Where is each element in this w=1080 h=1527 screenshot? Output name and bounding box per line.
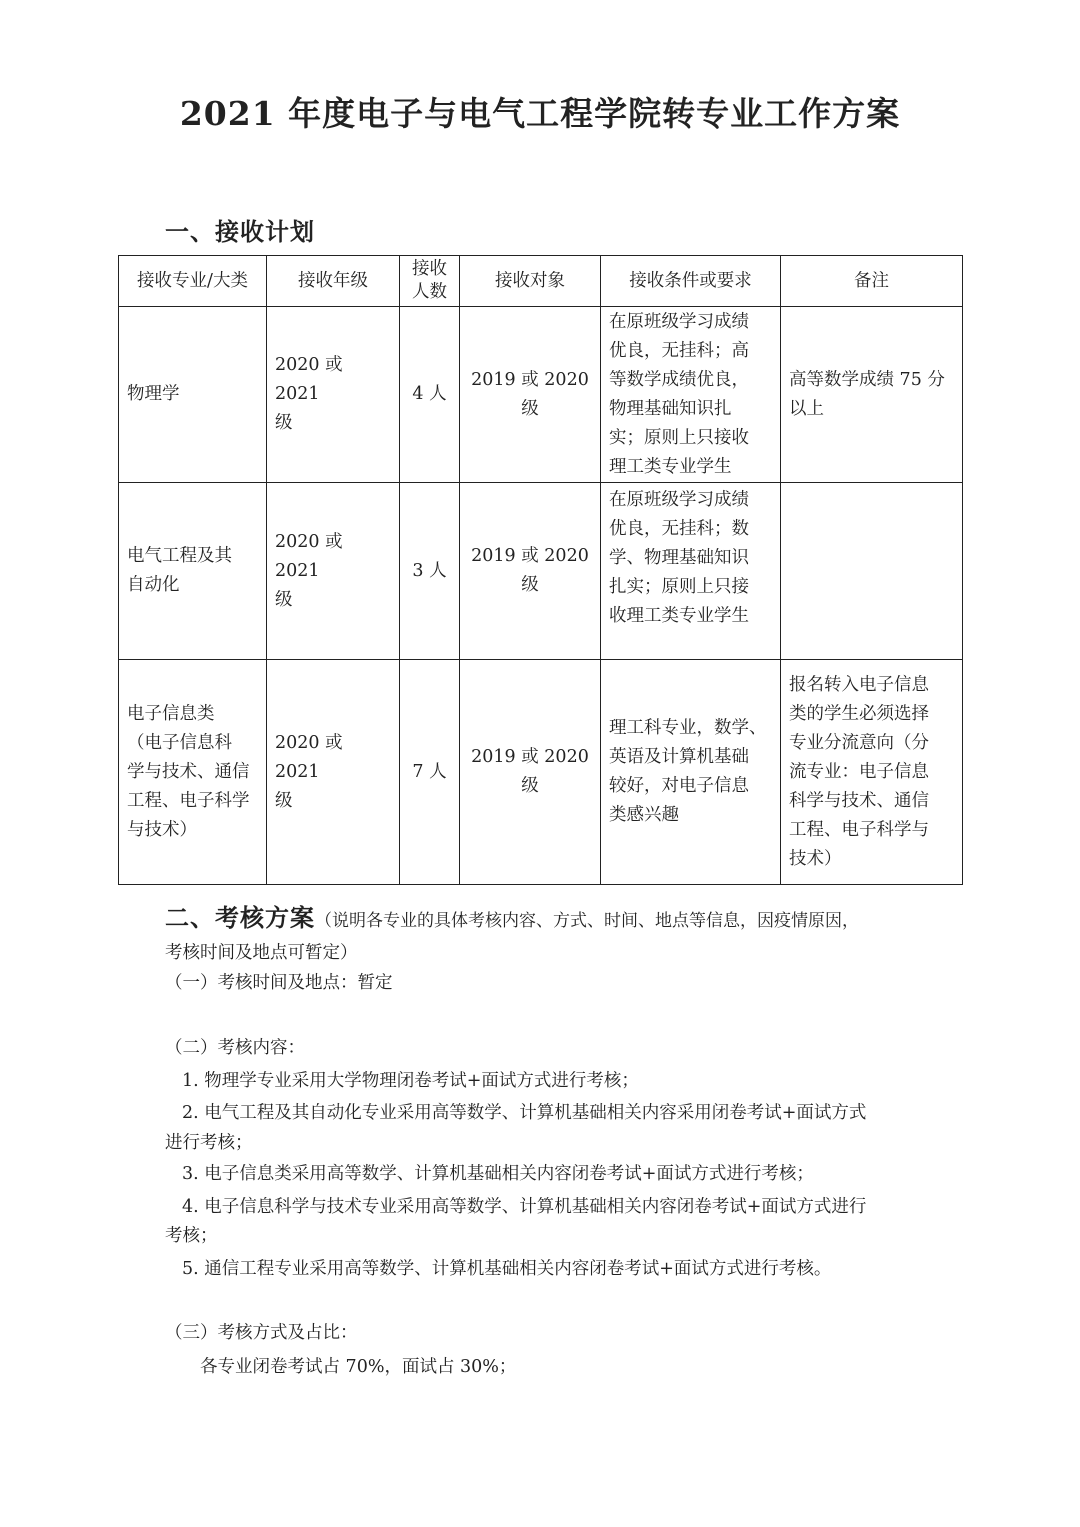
cell-line: 以上 [789, 398, 824, 419]
cell-major [119, 483, 267, 660]
assessment-item: 3. 电子信息类采用高等数学、计算机基础相关内容闭卷考试+面试方式进行考核； [182, 1164, 814, 1184]
cell-conditions [601, 483, 781, 660]
cell-line: 理工类专业学生 [609, 456, 732, 477]
cell-target: 2019 或 2020 级 [460, 307, 601, 483]
table-header-row [119, 256, 963, 307]
cell-target: 2019 或 2020 级 [460, 660, 601, 885]
header-count-line: 人数 [412, 282, 447, 302]
section-note-continued: 考核时间及地点可暂定） [165, 943, 358, 963]
cell-line: 技术） [789, 848, 842, 869]
cell-line: 2020 或 2021 [275, 531, 343, 581]
cell-grade [267, 307, 400, 483]
cell-line: 电气工程及其 [127, 546, 232, 566]
cell-line: 与技术） [127, 819, 197, 840]
cell-remarks [781, 307, 963, 483]
assessment-item: 4. 电子信息科学与技术专业采用高等数学、计算机基础相关内容闭卷考试+面试方式进行 [182, 1197, 867, 1217]
cell-line: 等数学成绩优良， [609, 369, 749, 390]
cell-line: 理工科专业，数学、 [609, 718, 767, 738]
cell-line: 物理学 [127, 384, 180, 404]
cell-line: （电子信息科 [127, 732, 232, 753]
subsection-method-heading: （三）考核方式及占比： [165, 1323, 358, 1343]
assessment-item-continued: 考核； [165, 1226, 218, 1246]
cell-line: 流专业：电子信息 [789, 761, 929, 782]
cell-remarks [781, 660, 963, 885]
cell-line: 类感兴趣 [609, 805, 679, 825]
cell-line: 高等数学成绩 75 分 [789, 369, 945, 390]
cell-line: 学、物理基础知识 [609, 548, 749, 568]
cell-line: 工程、电子科学与 [789, 819, 929, 840]
cell-line: 英语及计算机基础 [609, 747, 749, 767]
cell-target: 2019 或 2020 级 [460, 483, 601, 660]
header-grade: 接收年级 [267, 256, 400, 307]
cell-conditions [601, 660, 781, 885]
assessment-item-continued: 进行考核； [165, 1133, 253, 1153]
cell-line: 学与技术、通信 [127, 761, 250, 782]
cell-line: 收理工类专业学生 [609, 606, 749, 626]
section-heading-text: 二、考核方案 [165, 903, 315, 932]
cell-line: 自动化 [127, 575, 180, 595]
cell-line: 物理基础知识扎 [609, 398, 732, 419]
cell-major [119, 307, 267, 483]
cell-line: 电子信息类 [127, 703, 215, 724]
cell-line: 扎实；原则上只接 [609, 577, 749, 597]
cell-conditions [601, 307, 781, 483]
section-heading-plan: 一、接收计划 [165, 217, 315, 246]
assessment-item: 2. 电气工程及其自动化专业采用高等数学、计算机基础相关内容采用闭卷考试+面试方式 [182, 1103, 867, 1123]
header-conditions: 接收条件或要求 [601, 256, 781, 307]
cell-count: 4 人 [400, 307, 460, 483]
cell-major [119, 660, 267, 885]
section-heading-assessment [165, 898, 859, 933]
cell-remarks [781, 483, 963, 660]
table-row [119, 307, 963, 483]
cell-line: 报名转入电子信息 [789, 674, 929, 695]
cell-count: 7 人 [400, 660, 460, 885]
cell-count: 3 人 [400, 483, 460, 660]
cell-line: 优良，无挂科；高 [609, 340, 749, 361]
section-note: （说明各专业的具体考核内容、方式、时间、地点等信息，因疫情原因， [315, 911, 859, 931]
header-target: 接收对象 [460, 256, 601, 307]
cell-line: 2020 或 2021 [275, 355, 343, 404]
cell-line: 级 [275, 790, 293, 811]
assessment-item: 1. 物理学专业采用大学物理闭卷考试+面试方式进行考核； [182, 1071, 639, 1091]
header-count [400, 256, 460, 307]
header-count-line: 接收 [412, 259, 447, 279]
cell-line: 级 [275, 413, 293, 433]
cell-line: 2020 或 2021 [275, 732, 343, 782]
cell-line: 工程、电子科学 [127, 790, 250, 811]
cell-line: 在原班级学习成绩 [609, 490, 749, 510]
cell-grade [267, 660, 400, 885]
document-title: 2021 年度电子与电气工程学院转专业工作方案 [179, 94, 901, 133]
subsection-time-location: （一）考核时间及地点：暂定 [165, 973, 393, 993]
admission-plan-table [118, 255, 963, 885]
cell-line: 在原班级学习成绩 [609, 311, 749, 332]
cell-line: 实；原则上只接收 [609, 427, 749, 448]
cell-line: 科学与技术、通信 [789, 790, 929, 811]
assessment-item: 5. 通信工程专业采用高等数学、计算机基础相关内容闭卷考试+面试方式进行考核。 [182, 1259, 832, 1279]
cell-line: 级 [275, 589, 293, 610]
cell-line: 类的学生必须选择 [789, 703, 929, 724]
cell-line: 专业分流意向（分 [789, 732, 929, 753]
cell-grade [267, 483, 400, 660]
assessment-ratio: 各专业闭卷考试占 70%，面试占 30%； [200, 1357, 517, 1377]
subsection-content-heading: （二）考核内容： [165, 1038, 305, 1058]
cell-line: 较好，对电子信息 [609, 776, 749, 796]
table-row [119, 483, 963, 660]
header-remarks: 备注 [781, 256, 963, 307]
cell-line: 优良，无挂科；数 [609, 519, 749, 539]
table-row [119, 660, 963, 885]
header-major: 接收专业/大类 [119, 256, 267, 307]
